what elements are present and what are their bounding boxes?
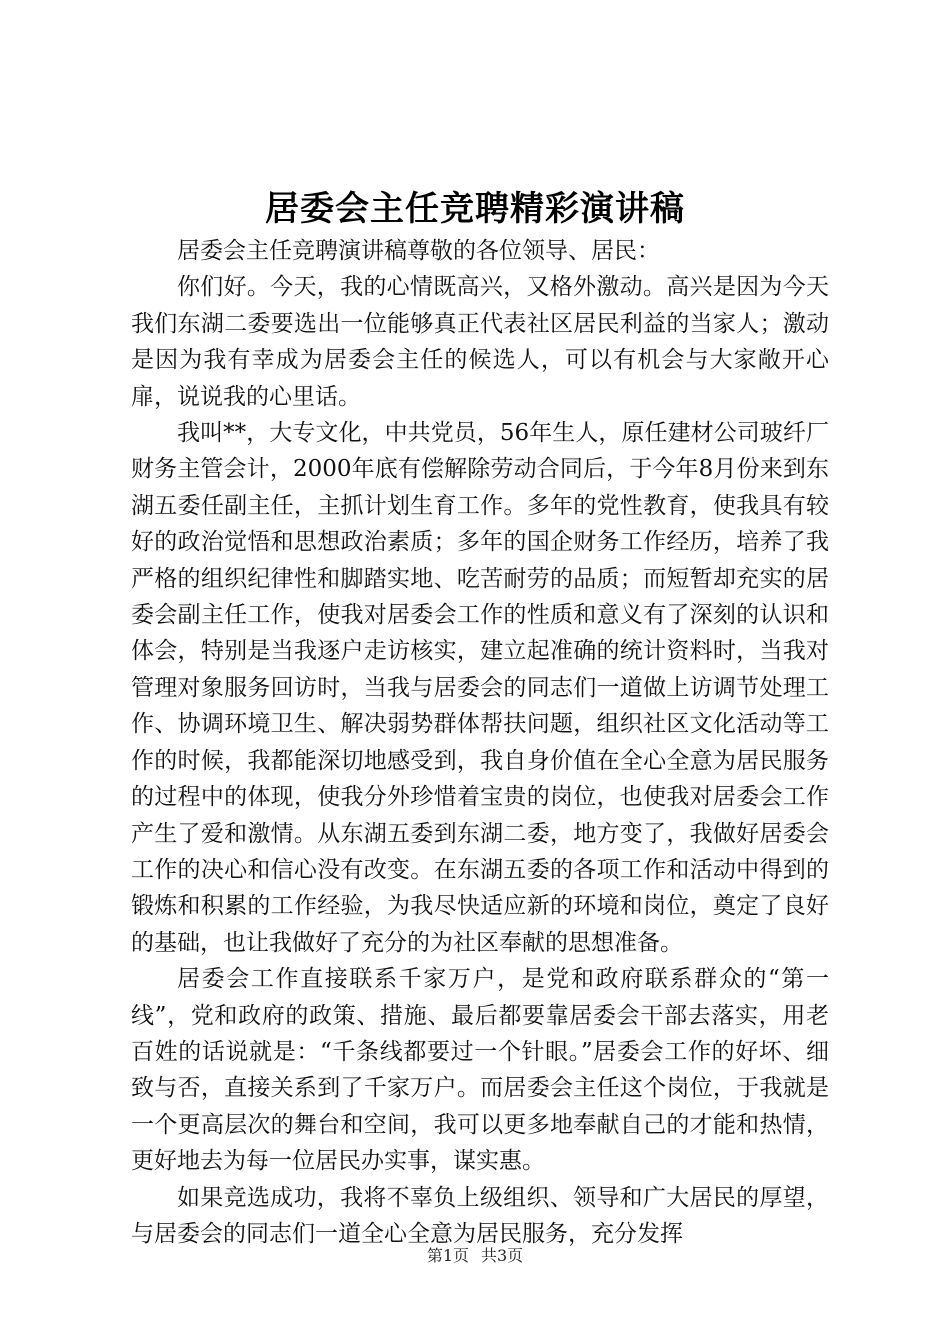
document-body	[131, 233, 829, 1252]
page-footer	[0, 1245, 950, 1267]
paragraph-role: 居委会工作直接联系千家万户，是党和政府联系群众的“第一线”，党和政府的政策、措施、最后都要靠居委会干部去落实，用老百姓的话说就是：“千条线都要过一个针眼。”居委会工作的好坏、细致与否，直接关系到了千家万户。而居委会主任这个岗位，于我就是一个更高层次的舞台和空间，我可以更多地奉献自己的才能和热情，更好地去为每一位居民办实事，谋实惠。	[131, 966, 829, 1175]
paragraph-background: 我叫**，大专文化，中共党员，56年生人，原任建材公司玻纤厂财务主管会计，2000年底有偿解除劳动合同后，于今年8月份来到东湖五委任副主任，主抓计划生育工作。多年的党性教育，使我具有较好的政治觉悟和思想政治素质；多年的国企财务工作经历，培养了我严格的组织纪律性和脚踏实地、吃苦耐劳的品质；而短暂却充实的居委会副主任工作，使我对居委会工作的性质和意义有了深刻的认识和体会，特别是当我逐户走访核实，建立起准确的统计资料时，当我对管理对象服务回访时，当我与居委会的同志们一道做上访调节处理工作、协调环境卫生、解决弱势群体帮扶问题，组织社区文化活动等工作的时候，我都能深切地感受到，我自身价值在全心全意为居民服务的过程中的体现，使我分外珍惜着宝贵的岗位，也使我对居委会工作产生了爱和激情。从东湖五委到东湖二委，地方变了，我做好居委会工作的决心和信心没有改变。在东湖五委的各项工作和活动中得到的锻炼和积累的工作经验，为我尽快适应新的环境和岗位，奠定了良好的基础，也让我做好了充分的为社区奉献的思想准备。	[131, 420, 829, 956]
paragraph-commitment: 如果竞选成功，我将不辜负上级组织、领导和广大居民的厚望，与居委会的同志们一道全心全意为居民服务，充分发挥	[131, 1184, 829, 1247]
paragraph-intro: 你们好。今天，我的心情既高兴，又格外激动。高兴是因为今天我们东湖二委要选出一位能够真正代表社区居民利益的当家人；激动是因为我有幸成为居委会主任的候选人，可以有机会与大家敞开心扉，说说我的心里话。	[131, 274, 829, 410]
document-title: 居委会主任竞聘精彩演讲稿	[265, 189, 685, 229]
page-total: 共3页	[481, 1246, 524, 1265]
page-number: 第1页	[426, 1246, 469, 1265]
paragraph-greeting: 居委会主任竞聘演讲稿尊敬的各位领导、居民：	[177, 238, 660, 264]
